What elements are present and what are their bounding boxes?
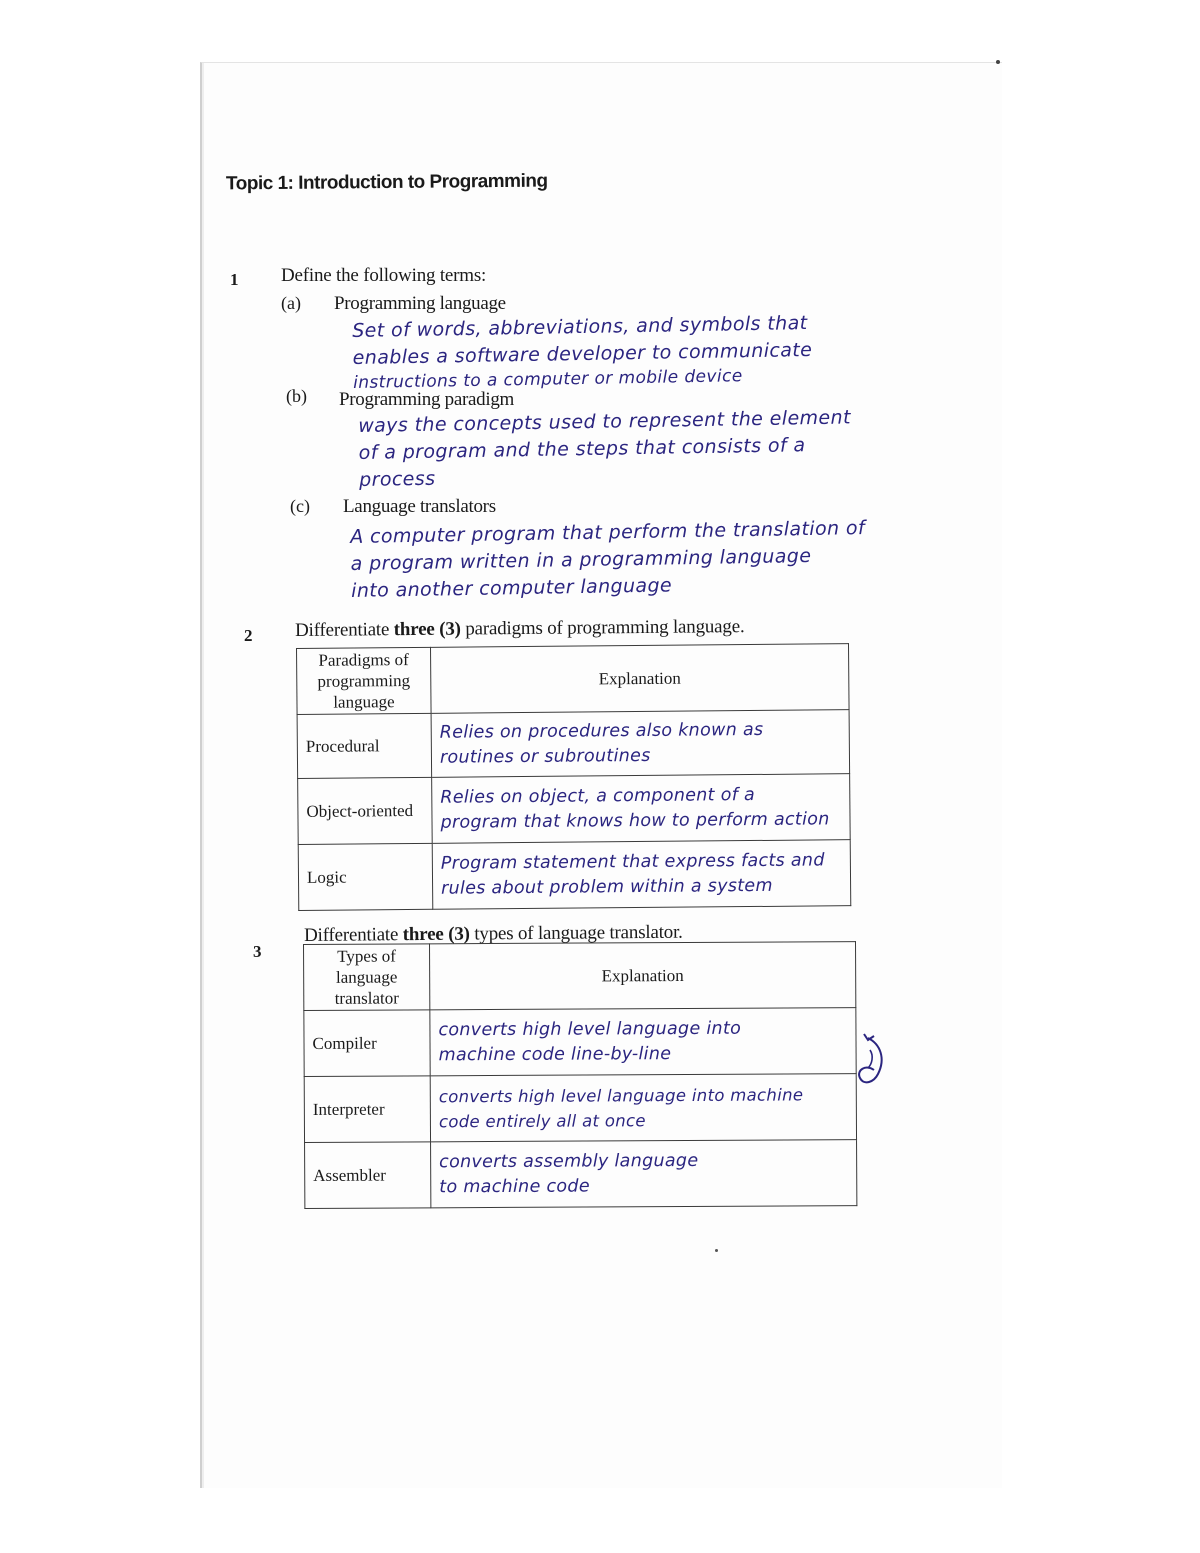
answer-line: into another computer language — [350, 574, 673, 602]
row-label: Compiler — [304, 1010, 430, 1077]
row-label: Object-oriented — [298, 777, 433, 844]
prompt-emphasis: three (3) — [393, 618, 461, 641]
row-label: Assembler — [305, 1142, 431, 1209]
prompt-text: Differentiate — [304, 924, 403, 946]
question-2-number: 2 — [244, 626, 253, 645]
row-answer — [431, 710, 850, 778]
answer-line: machine code line-by-line — [438, 1043, 672, 1065]
question-1-prompt: Define the following terms: — [281, 265, 487, 286]
row-label: Procedural — [297, 713, 432, 778]
table-header-row — [304, 942, 856, 1011]
swap-arrow-icon — [850, 1030, 895, 1095]
question-3-number: 3 — [253, 942, 262, 961]
prompt-emphasis: three (3) — [402, 923, 470, 946]
answer-line: converts high level language into — [438, 1018, 742, 1040]
answer-line: enables a software developer to communicate — [352, 338, 813, 369]
question-1-number: 1 — [230, 270, 239, 289]
answer-line: process — [358, 467, 436, 491]
header-line: translator — [334, 988, 399, 1008]
answer-line: Set of words, abbreviations, and symbols that — [352, 312, 808, 342]
answer-line: ways the concepts used to represent the element — [358, 406, 852, 437]
translators-table — [303, 941, 857, 1209]
q1b-term: Programming paradigm — [339, 389, 514, 410]
column-header-paradigm — [297, 647, 432, 714]
row-answer — [432, 840, 851, 910]
row-answer — [430, 1074, 856, 1142]
column-header-explanation: Explanation — [430, 644, 849, 714]
q1c-label: (c) — [290, 496, 310, 516]
row-answer — [432, 774, 851, 844]
answer-line: instructions to a computer or mobile device — [352, 366, 743, 393]
prompt-text: Differentiate — [295, 619, 394, 641]
answer-line: routines or subroutines — [439, 745, 651, 768]
answer-line: Relies on procedures also known as — [439, 719, 764, 743]
prompt-text: paradigms of programming language. — [460, 616, 745, 640]
answer-line: to machine code — [439, 1176, 590, 1197]
q1a-term: Programming language — [334, 293, 506, 314]
answer-line: A computer program that perform the translation of — [350, 517, 866, 548]
topic-title: Topic 1: Introduction to Programming — [225, 170, 548, 195]
prompt-text: types of language translator. — [469, 921, 683, 945]
q1c-answer — [350, 515, 866, 605]
page-corner-mark — [996, 60, 1000, 64]
header-line: Types of — [337, 946, 397, 966]
answer-line: program that knows how to perform action — [440, 808, 830, 833]
answer-line: code entirely all at once — [438, 1110, 646, 1131]
table-row — [304, 1008, 856, 1077]
q1a-answer — [352, 310, 813, 394]
answer-line: converts assembly language — [439, 1150, 699, 1172]
row-label: Logic — [298, 843, 433, 910]
table-header-row — [297, 644, 850, 715]
row-answer — [431, 1140, 857, 1208]
q1c-term: Language translators — [343, 496, 496, 517]
answer-line: Relies on object, a component of a — [440, 784, 756, 808]
header-line: programming — [317, 671, 411, 691]
stray-mark — [715, 1249, 718, 1252]
answer-line: converts high level language into machine — [438, 1084, 804, 1106]
answer-line: a program written in a programming language — [350, 544, 812, 575]
header-line: Paradigms of — [318, 650, 409, 670]
table-row — [305, 1140, 857, 1209]
table-row — [298, 840, 851, 911]
table-row — [298, 774, 851, 845]
column-header-explanation: Explanation — [430, 942, 856, 1010]
q1a-label: (a) — [281, 293, 301, 313]
column-header-type — [304, 944, 430, 1011]
question-2-prompt — [295, 616, 745, 642]
answer-line: of a program and the steps that consists of a — [358, 434, 806, 464]
header-line: language — [335, 967, 398, 987]
row-label: Interpreter — [304, 1076, 430, 1143]
q1b-answer — [358, 404, 852, 494]
row-answer — [430, 1008, 856, 1076]
table-row — [304, 1074, 856, 1143]
answer-line: rules about problem within a system — [441, 875, 773, 899]
paradigms-table — [296, 643, 851, 911]
header-line: language — [333, 692, 395, 712]
q1b-label: (b) — [286, 386, 307, 406]
table-row — [297, 710, 850, 779]
answer-line: Program statement that express facts and — [440, 849, 825, 874]
